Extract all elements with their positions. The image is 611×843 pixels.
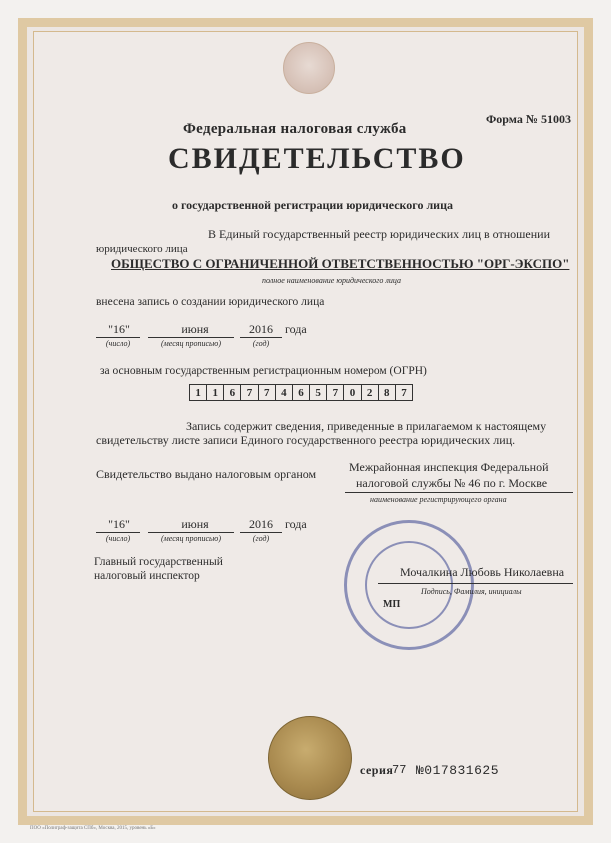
inspector-title-2: налоговый инспектор [94,570,200,582]
official-stamp-icon [344,520,474,650]
ogrn-label: за основным государственным регистрационным номером (ОГРН) [100,365,427,377]
date2-year-caption: (год) [252,534,270,543]
ogrn-digit: 4 [276,385,293,400]
issued-label: Свидетельство выдано налоговым органом [96,467,317,481]
document-subtitle: о государственной регистрации юридического лица [172,198,453,212]
inspector-name: Мочалкина Любовь Николаевна [400,565,565,579]
authority-line-2: налоговой службы № 46 по г. Москве [356,476,548,490]
ogrn-digit: 7 [259,385,276,400]
date1-year-word: года [285,322,307,336]
ogrn-digit: 7 [327,385,344,400]
date2-day-caption: (число) [105,534,131,543]
date1-year: 2016 [249,322,273,336]
intro-line-1: В Единый государственный реестр юридических лиц в отношении [208,227,551,241]
record-line-2: свидетельству листе записи Единого государственного реестра юридических лиц. [96,433,516,447]
ogrn-digit: 5 [310,385,327,400]
date1-day-caption: (число) [105,339,131,348]
ogrn-digit: 8 [379,385,396,400]
date2-year: 2016 [249,517,273,531]
date2-month: июня [181,517,209,531]
series-label: серия [360,763,394,777]
record-line-1: Запись содержит сведения, приведенные в прилагаемом к настоящему [186,419,547,433]
entry-text: внесена запись о создании юридического лица [96,296,325,308]
authority-caption: наименование регистрирующего органа [370,495,507,504]
stamp-place-label: МП [383,599,401,610]
agency-name: Федеральная налоговая служба [183,121,407,137]
date2-month-caption: (месяц прописью) [161,534,221,543]
form-number: Форма № 51003 [486,112,571,126]
series-number: №017831625 [416,763,500,778]
intro-line-2: юридического лица [96,243,188,255]
ogrn-digit: 1 [207,385,224,400]
printer-imprint: ПОО «Полиграф-защита СПб», Москва, 2015, уровень «Б» [30,826,156,831]
ogrn-digit: 6 [293,385,310,400]
ogrn-digit: 1 [190,385,207,400]
emblem-hologram-icon [283,42,335,94]
date1-month-caption: (месяц прописью) [161,339,221,348]
inspector-title-1: Главный государственный [94,556,223,568]
document-title: СВИДЕТЕЛЬСТВО [168,142,466,175]
gold-seal-icon [268,716,352,800]
date1-day: "16" [108,322,130,336]
organization-caption: полное наименование юридического лица [262,276,401,285]
ogrn-digit: 2 [362,385,379,400]
ogrn-digit: 0 [344,385,361,400]
date1-month: июня [181,322,209,336]
ogrn-digit: 7 [401,386,407,399]
ogrn-digit: 7 [241,385,258,400]
series-value: 77 [392,763,407,777]
organization-name: ОБЩЕСТВО С ОГРАНИЧЕННОЙ ОТВЕТСТВЕННОСТЬЮ "ОРГ-ЭКСПО" [111,256,570,271]
ogrn-digit: 6 [224,385,241,400]
date2-day: "16" [108,517,130,531]
date2-year-word: года [285,517,307,531]
signature-caption: Подпись, Фамилия, инициалы [421,587,522,596]
authority-line-1: Межрайонная инспекция Федеральной [349,460,549,474]
date1-year-caption: (год) [252,339,270,348]
ogrn-number [189,384,413,401]
